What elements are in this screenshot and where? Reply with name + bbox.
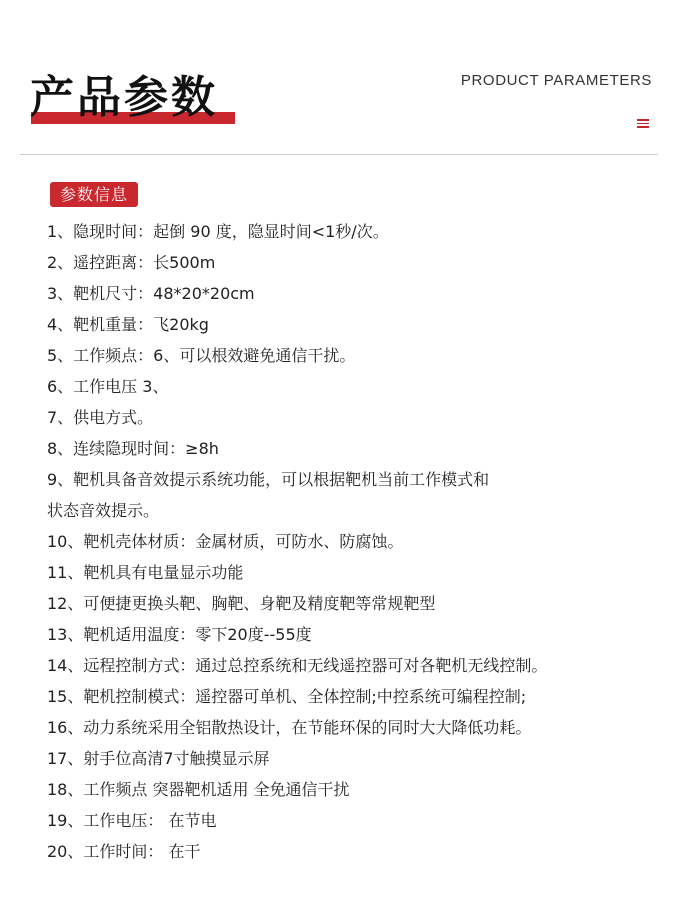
spec-item: 1、隐现时间：起倒 90 度，隐显时间<1秒/次。 bbox=[47, 222, 389, 241]
spec-item: 18、工作频点 突器靶机适用 全免通信干扰 bbox=[47, 780, 350, 799]
spec-item: 14、远程控制方式：通过总控系统和无线遥控器可对各靶机无线控制。 bbox=[47, 656, 548, 675]
spec-item: 16、动力系统采用全铝散热设计，在节能环保的同时大大降低功耗。 bbox=[47, 718, 532, 737]
spec-list bbox=[47, 216, 667, 867]
spec-item: 3、靶机尺寸：48*20*20cm bbox=[47, 284, 255, 303]
spec-item: 11、靶机具有电量显示功能 bbox=[47, 563, 244, 582]
spec-item: 9、靶机具备音效提示系统功能，可以根据靶机当前工作模式和 bbox=[47, 470, 490, 489]
spec-item: 17、射手位高清7寸触摸显示屏 bbox=[47, 749, 270, 768]
page-title: 产品参数 bbox=[30, 72, 218, 123]
spec-item: 19、工作电压： 在节电 bbox=[47, 811, 217, 830]
spec-item: 7、供电方式。 bbox=[47, 408, 154, 427]
spec-item: 20、工作时间： 在干 bbox=[47, 842, 201, 861]
spec-item: 13、靶机适用温度：零下20度--55度 bbox=[47, 625, 312, 644]
spec-item: 15、靶机控制模式：遥控器可单机、全体控制;中控系统可编程控制; bbox=[47, 687, 527, 706]
spec-item-continuation: 状态音效提示。 bbox=[47, 501, 160, 520]
spec-item: 6、工作电压 3、 bbox=[47, 377, 169, 396]
spec-item: 5、工作频点：6、可以根效避免通信干扰。 bbox=[47, 346, 356, 365]
spec-item: 4、靶机重量：飞20kg bbox=[47, 315, 209, 334]
spec-item: 8、连续隐现时间：≥8h bbox=[47, 439, 219, 458]
spec-item: 2、遥控距离：长500m bbox=[47, 253, 216, 272]
page-subtitle: PRODUCT PARAMETERS bbox=[460, 72, 652, 89]
header-divider bbox=[20, 154, 658, 155]
section-badge: 参数信息 bbox=[50, 182, 138, 207]
hamburger-menu-icon[interactable] bbox=[637, 119, 649, 128]
spec-item: 10、靶机壳体材质：金属材质，可防水、防腐蚀。 bbox=[47, 532, 404, 551]
spec-item: 12、可便捷更换头靶、胸靶、身靶及精度靶等常规靶型 bbox=[47, 594, 436, 613]
